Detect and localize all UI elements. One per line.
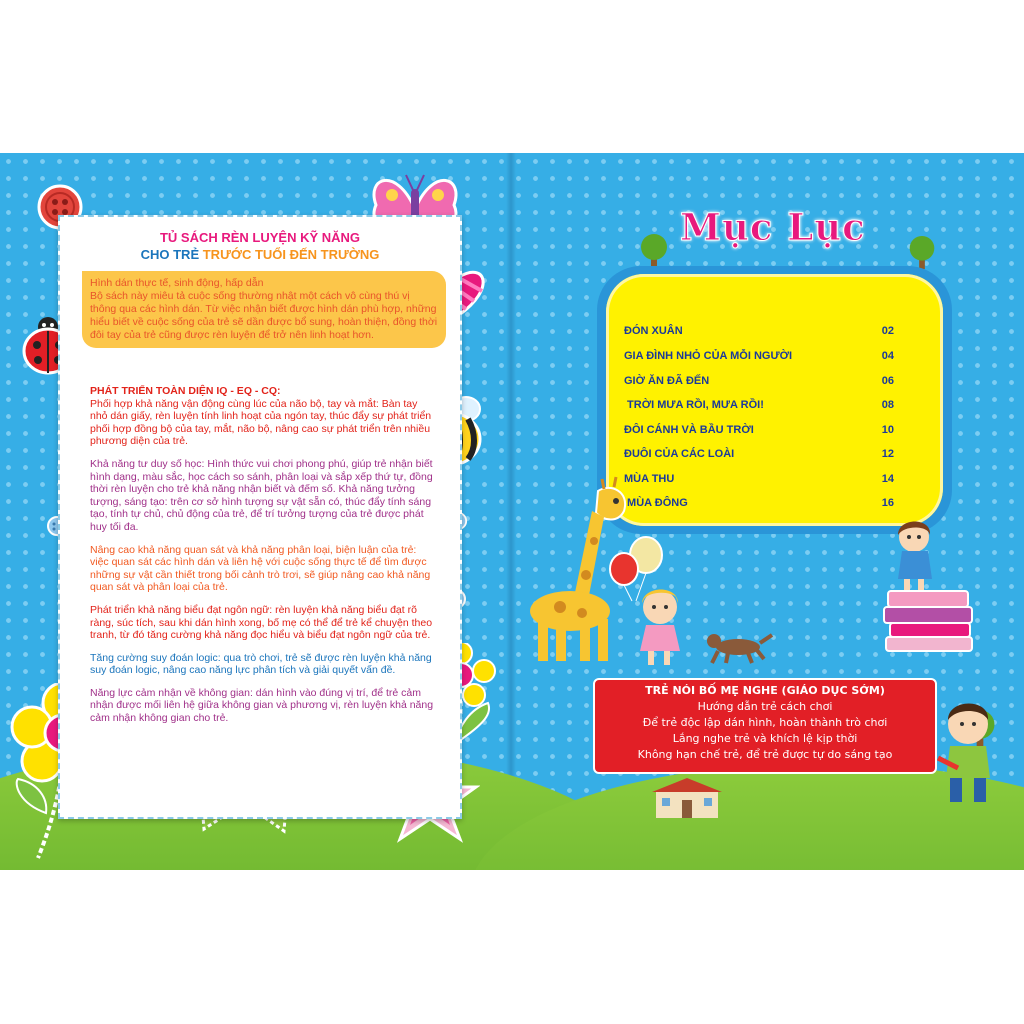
series-title-line2a: CHO TRẺ	[140, 247, 203, 262]
toc-item-page: 10	[881, 424, 894, 436]
parents-guide-line: Hướng dẫn trẻ cách chơi	[697, 700, 833, 713]
series-title	[60, 229, 460, 263]
girl-icon	[888, 515, 944, 595]
paragraph-observation: Nâng cao khả năng quan sát và khả năng phân loại, biện luận của trẻ: việc quan sát các hình dán và liên hệ với cuộc sống thực tế để tìm được những sự vật cần thiết trong bối cảnh trò trơi, sẽ giúp nâng cao khả năng quan sát và phân loại của trẻ.	[90, 543, 431, 594]
book-spread	[0, 153, 1024, 870]
paragraph-math: Khả năng tư duy số học: Hình thức vui chơi phong phú, giúp trẻ nhận biết hình dạng, màu sắc, học cách so sánh, phân loại và sắp xếp thứ tự, đồng thời rèn luyện cho trẻ khả năng nhận biết và đếm số. Khả năng tưởng tượng, sáng tạo: trên cơ sở hình tượng sự vật sẵn có, thúc đẩy tính sáng tạo, tính tự chủ, chủ động của trẻ, để trí tưởng tượng của trẻ được phát huy tối đa.	[90, 457, 433, 533]
toc-item-page: 04	[881, 350, 894, 362]
paragraph-logic: Tăng cường suy đoán logic: qua trò chơi, trẻ sẽ được rèn luyện khả năng suy đoán logic, nâng cao năng lực phân tích và giải quyết vấn đề.	[90, 651, 432, 677]
toc-item[interactable]	[624, 350, 894, 366]
toc-item-page: 16	[881, 497, 894, 509]
toc-item[interactable]	[624, 424, 894, 440]
toc-item-page: 08	[881, 399, 894, 411]
toc-item-label: MÙA THU	[624, 473, 675, 485]
toc-item[interactable]	[624, 399, 894, 415]
paragraph-motor: Phối hợp khả năng vận động cùng lúc của não bộ, tay và mắt: Bàn tay nhỏ dán giấy, rèn luyện tính linh hoạt của ngón tay, thúc đẩy sự phát triển phối hợp đồng bộ của tay, mắt, não bộ, nâng cao sự phát triển trên nhiều phương diện của trẻ.	[90, 397, 432, 448]
dog-icon	[704, 629, 774, 665]
parents-guide-line: Không hạn chế trẻ, để trẻ được tự do sáng tạo	[637, 748, 893, 761]
parents-guide-title: TRẺ NÓI BỐ MẸ NGHE (GIÁO DỤC SỚM)	[645, 684, 885, 697]
toc-item[interactable]	[624, 448, 894, 464]
series-title-line1: TỦ SÁCH RÈN LUYỆN KỸ NĂNG	[159, 230, 361, 245]
school-icon	[650, 776, 724, 820]
toc-item-label: ĐÓN XUÂN	[624, 325, 683, 337]
paragraph-space: Năng lực cảm nhận về không gian: dán hình vào đúng vị trí, để trẻ cảm nhận được mối liên hệ giữa không gian và phương vị, rèn luyện khả năng cảm nhận không gian cho trẻ.	[90, 686, 434, 725]
toc-item-label: TRỜI MƯA RỒI, MƯA RỒI!	[624, 399, 764, 411]
toc-item-page: 14	[881, 473, 894, 485]
toc-item-page: 12	[881, 448, 894, 460]
girl-icon	[630, 585, 696, 669]
toc-item-label: ĐUÔI CỦA CÁC LOÀI	[624, 448, 735, 460]
iq-heading: PHÁT TRIỂN TOÀN DIỆN IQ - EQ - CQ:	[90, 385, 281, 397]
parents-guide-box	[593, 678, 937, 774]
series-title-line2	[60, 246, 460, 263]
page-title: Mục Lục	[680, 205, 866, 249]
toc-item[interactable]	[624, 497, 894, 513]
toc-item-page: 06	[881, 375, 894, 387]
intro-heading: Hình dán thực tế, sinh động, hấp dẫn	[90, 277, 264, 289]
parents-guide-line: Để trẻ độc lập dán hình, hoàn thành trò chơi	[642, 716, 888, 729]
toc-item-label: GIA ĐÌNH NHỎ CỦA MỖI NGƯỜI	[624, 350, 793, 362]
toc-item-label: GIỜ ĂN ĐÃ ĐẾN	[624, 375, 710, 387]
left-page-card	[58, 215, 462, 819]
series-title-line2b: TRƯỚC TUỔI ĐẾN TRƯỜNG	[202, 247, 380, 262]
body-text	[90, 385, 434, 735]
toc-item[interactable]	[624, 473, 894, 489]
paragraph-language: Phát triển khả năng biểu đạt ngôn ngữ: rèn luyện khả năng biểu đạt rõ ràng, súc tích, sau khi dán hình xong, bố mẹ có thể để trẻ kể chuyện theo tranh, từ đó tăng cường khả năng đọc hiểu và biểu đạt ngôn ngữ của trẻ.	[90, 603, 433, 642]
page-gutter	[506, 153, 516, 870]
parents-guide-line: Lắng nghe trẻ và khích lệ kịp thời	[672, 732, 858, 745]
intro-text: Bộ sách này miêu tả cuộc sống thường nhật một cách vô cùng thú vị thông qua các hình dán. Từ việc nhận biết được hình dán phù hợp, những hiểu biết về cuộc sống của trẻ sẽ dần được bổ sung, hoàn thiện, đồng thời đôi tay của trẻ cũng được rèn luyện để trở nên linh hoạt hơn.	[90, 290, 438, 341]
boy-icon	[928, 698, 1008, 808]
toc-item[interactable]	[624, 325, 894, 341]
toc-item-page: 02	[881, 325, 894, 337]
toc-item-label: MÙA ĐÔNG	[624, 497, 688, 509]
toc-item[interactable]	[624, 375, 894, 391]
books-icon	[882, 587, 978, 653]
intro-box	[82, 271, 446, 348]
toc-item-label: ĐÔI CÁNH VÀ BẦU TRỜI	[624, 424, 754, 436]
